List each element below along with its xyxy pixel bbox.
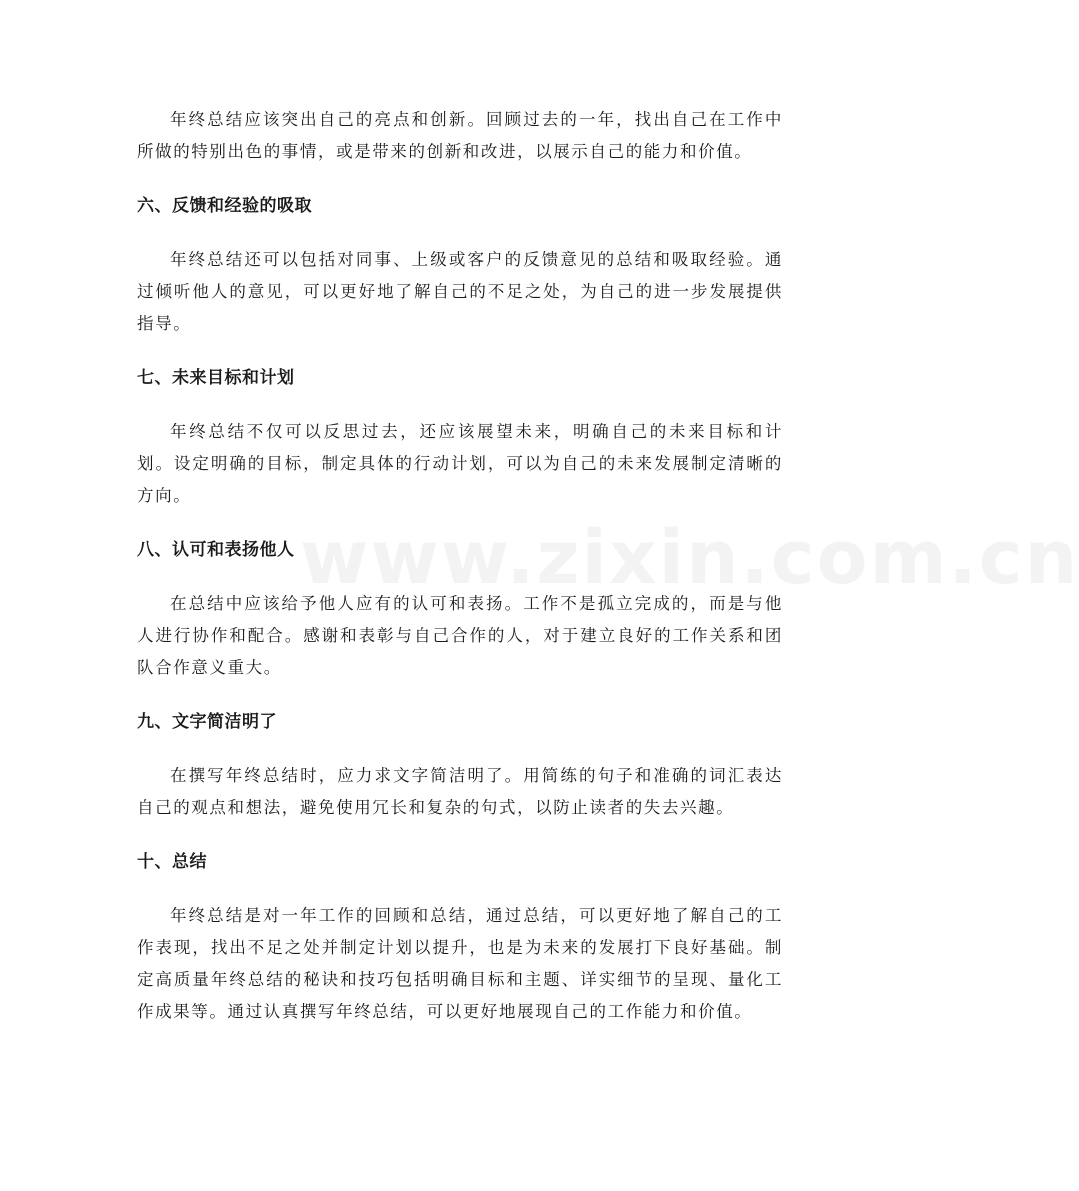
paragraph-highlights: 年终总结应该突出自己的亮点和创新。回顾过去的一年，找出自己在工作中所做的特别出色的事情，或是带来的创新和改进，以展示自己的能力和价值。 — [137, 110, 783, 161]
heading-concise-writing: 九、文字简洁明了 — [137, 712, 277, 732]
paragraph-feedback: 年终总结还可以包括对同事、上级或客户的反馈意见的总结和吸取经验。通过倾听他人的意见，可以更好地了解自己的不足之处，为自己的进一步发展提供指导。 — [137, 250, 783, 333]
paragraph-future-goals: 年终总结不仅可以反思过去，还应该展望未来，明确自己的未来目标和计划。设定明确的目标，制定具体的行动计划，可以为自己的未来发展制定清晰的方向。 — [137, 422, 783, 505]
paragraph-recognize-others: 在总结中应该给予他人应有的认可和表扬。工作不是孤立完成的，而是与他人进行协作和配合。感谢和表彰与自己合作的人，对于建立良好的工作关系和团队合作意义重大。 — [137, 594, 783, 677]
paragraph-concise-writing: 在撰写年终总结时，应力求文字简洁明了。用简练的句子和准确的词汇表达自己的观点和想法，避免使用冗长和复杂的句式，以防止读者的失去兴趣。 — [137, 766, 783, 817]
heading-recognize-others: 八、认可和表扬他人 — [137, 540, 295, 560]
heading-future-goals: 七、未来目标和计划 — [137, 368, 295, 388]
watermark-text: www.zixin.com.cn — [300, 515, 1079, 601]
heading-summary: 十、总结 — [137, 852, 207, 872]
paragraph-summary: 年终总结是对一年工作的回顾和总结，通过总结，可以更好地了解自己的工作表现，找出不足之处并制定计划以提升，也是为未来的发展打下良好基础。制定高质量年终总结的秘诀和技巧包括明确目标和主题、详实细节的呈现、量化工作成果等。通过认真撰写年终总结，可以更好地展现自己的工作能力和价值。 — [137, 906, 783, 1021]
heading-feedback: 六、反馈和经验的吸取 — [137, 196, 312, 216]
document-body — [137, 104, 1079, 1028]
